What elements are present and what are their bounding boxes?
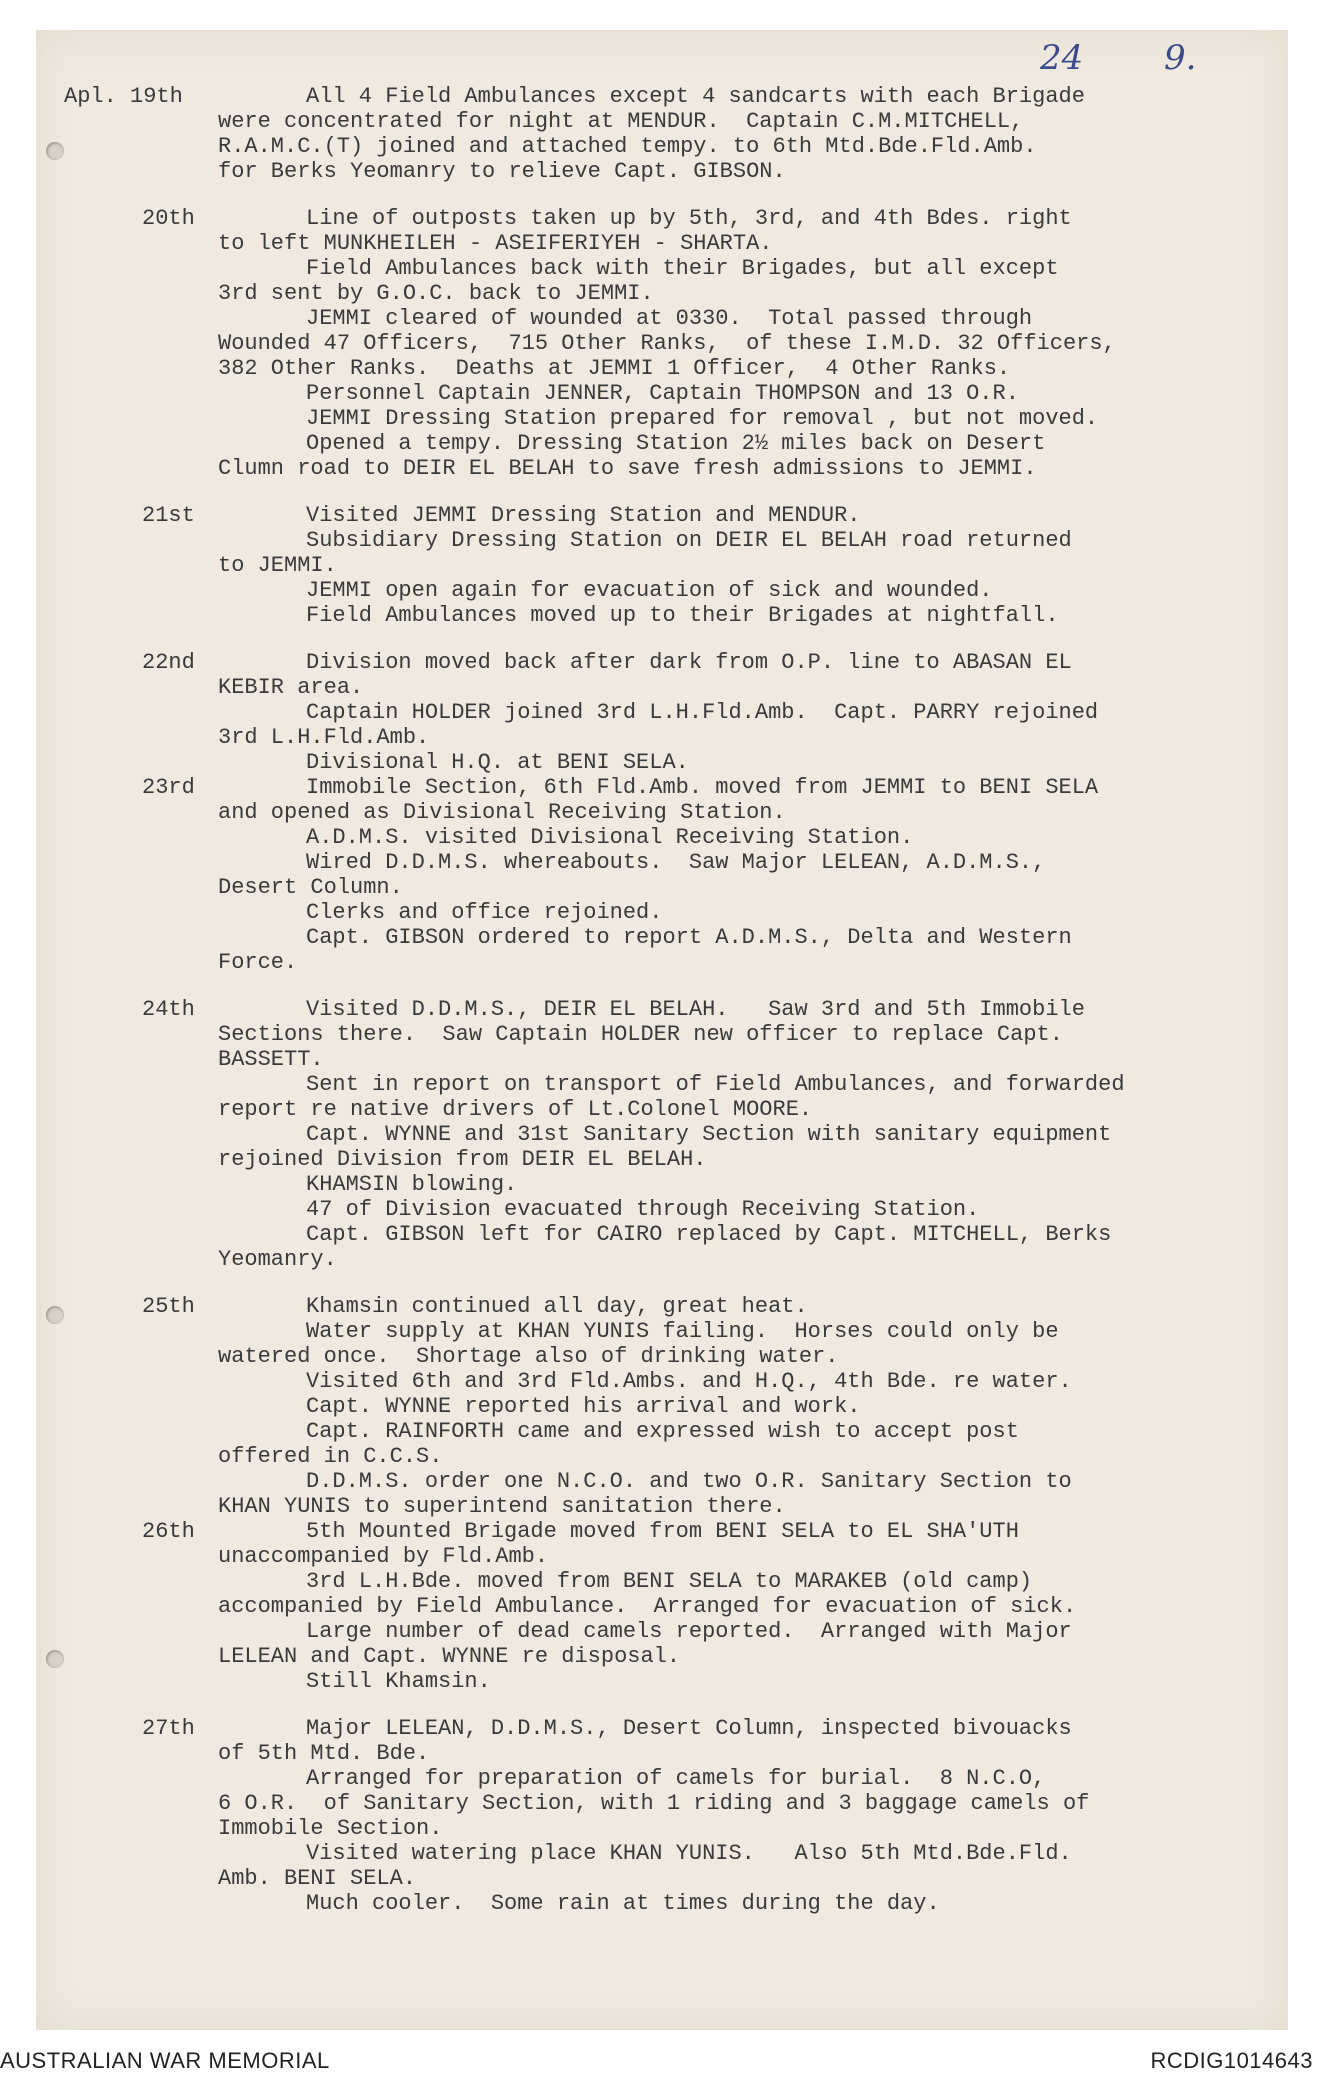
entry-body bbox=[218, 1519, 1283, 1694]
entry-line: Clumn road to DEIR EL BELAH to save fresh admissions to JEMMI. bbox=[218, 456, 1037, 481]
footer-reference: RCDIG1014643 bbox=[1150, 2048, 1313, 2073]
entry-line: D.D.M.S. order one N.C.O. and two O.R. Sanitary Section to bbox=[306, 1469, 1072, 1494]
entry-line: Sent in report on transport of Field Ambulances, and forwarded bbox=[306, 1072, 1125, 1097]
page-number: 9. bbox=[1164, 38, 1197, 78]
entry-line: rejoined Division from DEIR EL BELAH. bbox=[218, 1147, 707, 1172]
diary-entry bbox=[36, 775, 1288, 975]
entry-line: KHAN YUNIS to superintend sanitation there. bbox=[218, 1494, 786, 1519]
entry-date: 24th bbox=[142, 997, 195, 1022]
entry-line: 3rd sent by G.O.C. back to JEMMI. bbox=[218, 281, 654, 306]
entry-line: for Berks Yeomanry to relieve Capt. GIBSON. bbox=[218, 159, 786, 184]
entry-line: accompanied by Field Ambulance. Arranged for evacuation of sick. bbox=[218, 1594, 1077, 1619]
entry-line: Still Khamsin. bbox=[306, 1669, 491, 1694]
entry-line: R.A.M.C.(T) joined and attached tempy. to 6th Mtd.Bde.Fld.Amb. bbox=[218, 134, 1037, 159]
diary-entries bbox=[36, 84, 1288, 1938]
diary-entry bbox=[36, 1294, 1288, 1519]
diary-entry bbox=[36, 84, 1288, 184]
entry-line: LELEAN and Capt. WYNNE re disposal. bbox=[218, 1644, 681, 1669]
entry-line: to JEMMI. bbox=[218, 553, 337, 578]
entry-line: Visited D.D.M.S., DEIR EL BELAH. Saw 3rd and 5th Immobile bbox=[306, 997, 1085, 1022]
entry-line: 5th Mounted Brigade moved from BENI SELA to EL SHA'UTH bbox=[306, 1519, 1019, 1544]
entry-date: 20th bbox=[142, 206, 195, 231]
entry-line: to left MUNKHEILEH - ASEIFERIYEH - SHARTA. bbox=[218, 231, 773, 256]
entry-line: Visited JEMMI Dressing Station and MENDUR. bbox=[306, 503, 861, 528]
entry-line: BASSETT. bbox=[218, 1047, 324, 1072]
folio-number: 24 bbox=[1040, 38, 1084, 78]
entry-line: Capt. WYNNE and 31st Sanitary Section with sanitary equipment bbox=[306, 1122, 1112, 1147]
entry-line: offered in C.C.S. bbox=[218, 1444, 443, 1469]
entry-line: Arranged for preparation of camels for burial. 8 N.C.O, bbox=[306, 1766, 1046, 1791]
entry-line: Wounded 47 Officers, 715 Other Ranks, of these I.M.D. 32 Officers, bbox=[218, 331, 1116, 356]
entry-line: unaccompanied by Fld.Amb. bbox=[218, 1544, 549, 1569]
entry-line: Capt. RAINFORTH came and expressed wish to accept post bbox=[306, 1419, 1019, 1444]
diary-entry bbox=[36, 206, 1288, 481]
entry-line: Captain HOLDER joined 3rd L.H.Fld.Amb. Capt. PARRY rejoined bbox=[306, 700, 1099, 725]
entry-line: Capt. GIBSON left for CAIRO replaced by Capt. MITCHELL, Berks bbox=[306, 1222, 1112, 1247]
entry-line: Division moved back after dark from O.P. line to ABASAN EL bbox=[306, 650, 1072, 675]
entry-date: 23rd bbox=[142, 775, 195, 800]
entry-line: JEMMI cleared of wounded at 0330. Total passed through bbox=[306, 306, 1033, 331]
entry-line: Line of outposts taken up by 5th, 3rd, and 4th Bdes. right bbox=[306, 206, 1072, 231]
entry-line: Immobile Section, 6th Fld.Amb. moved from JEMMI to BENI SELA bbox=[306, 775, 1099, 800]
entry-date: 26th bbox=[142, 1519, 195, 1544]
entry-body bbox=[218, 503, 1283, 628]
entry-line: Amb. BENI SELA. bbox=[218, 1866, 417, 1891]
entry-line: Much cooler. Some rain at times during the day. bbox=[306, 1891, 940, 1916]
entry-line: Force. bbox=[218, 950, 298, 975]
entry-line: JEMMI open again for evacuation of sick and wounded. bbox=[306, 578, 993, 603]
diary-entry bbox=[36, 650, 1288, 775]
entry-line: A.D.M.S. visited Divisional Receiving Station. bbox=[306, 825, 914, 850]
entry-line: JEMMI Dressing Station prepared for removal , but not moved. bbox=[306, 406, 1099, 431]
entry-body bbox=[218, 206, 1283, 481]
entry-line: 382 Other Ranks. Deaths at JEMMI 1 Officer, 4 Other Ranks. bbox=[218, 356, 1011, 381]
entry-line: KHAMSIN blowing. bbox=[306, 1172, 518, 1197]
entry-line: Large number of dead camels reported. Arranged with Major bbox=[306, 1619, 1072, 1644]
entry-line: report re native drivers of Lt.Colonel MOORE. bbox=[218, 1097, 813, 1122]
entry-line: All 4 Field Ambulances except 4 sandcarts with each Brigade bbox=[306, 84, 1085, 109]
diary-entry bbox=[36, 503, 1288, 628]
entry-line: Subsidiary Dressing Station on DEIR EL BELAH road returned bbox=[306, 528, 1072, 553]
entry-line: were concentrated for night at MENDUR. Captain C.M.MITCHELL, bbox=[218, 109, 1024, 134]
entry-line: and opened as Divisional Receiving Station. bbox=[218, 800, 786, 825]
entry-body bbox=[218, 775, 1283, 975]
entry-line: Desert Column. bbox=[218, 875, 403, 900]
entry-line: Capt. GIBSON ordered to report A.D.M.S., Delta and Western bbox=[306, 925, 1072, 950]
footer-source: AUSTRALIAN WAR MEMORIAL bbox=[0, 2048, 330, 2073]
entry-body bbox=[218, 1294, 1283, 1519]
entry-line: Major LELEAN, D.D.M.S., Desert Column, inspected bivouacks bbox=[306, 1716, 1072, 1741]
entry-line: Yeomanry. bbox=[218, 1247, 337, 1272]
entry-body bbox=[218, 997, 1283, 1272]
entry-date: Apl. 19th bbox=[64, 84, 183, 109]
entry-line: Divisional H.Q. at BENI SELA. bbox=[306, 750, 689, 775]
entry-date: 21st bbox=[142, 503, 195, 528]
document-page bbox=[36, 30, 1288, 2030]
entry-line: Personnel Captain JENNER, Captain THOMPSON and 13 O.R. bbox=[306, 381, 1019, 406]
entry-line: Water supply at KHAN YUNIS failing. Horses could only be bbox=[306, 1319, 1059, 1344]
entry-line: Khamsin continued all day, great heat. bbox=[306, 1294, 808, 1319]
diary-entry bbox=[36, 1519, 1288, 1694]
entry-line: Wired D.D.M.S. whereabouts. Saw Major LELEAN, A.D.M.S., bbox=[306, 850, 1046, 875]
entry-line: of 5th Mtd. Bde. bbox=[218, 1741, 430, 1766]
entry-line: Capt. WYNNE reported his arrival and work. bbox=[306, 1394, 861, 1419]
entry-line: Field Ambulances back with their Brigades, but all except bbox=[306, 256, 1059, 281]
entry-line: 3rd L.H.Bde. moved from BENI SELA to MARAKEB (old camp) bbox=[306, 1569, 1033, 1594]
entry-line: 6 O.R. of Sanitary Section, with 1 riding and 3 baggage camels of bbox=[218, 1791, 1090, 1816]
entry-line: 47 of Division evacuated through Receiving Station. bbox=[306, 1197, 980, 1222]
entry-line: Opened a tempy. Dressing Station 2½ miles back on Desert bbox=[306, 431, 1046, 456]
entry-line: Visited watering place KHAN YUNIS. Also 5th Mtd.Bde.Fld. bbox=[306, 1841, 1072, 1866]
entry-date: 22nd bbox=[142, 650, 195, 675]
entry-date: 27th bbox=[142, 1716, 195, 1741]
entry-line: Immobile Section. bbox=[218, 1816, 443, 1841]
entry-line: Clerks and office rejoined. bbox=[306, 900, 663, 925]
diary-entry bbox=[36, 1716, 1288, 1916]
entry-body bbox=[218, 84, 1283, 184]
entry-body bbox=[218, 1716, 1283, 1916]
entry-line: watered once. Shortage also of drinking water. bbox=[218, 1344, 839, 1369]
entry-line: 3rd L.H.Fld.Amb. bbox=[218, 725, 430, 750]
entry-line: Sections there. Saw Captain HOLDER new officer to replace Capt. bbox=[218, 1022, 1063, 1047]
diary-entry bbox=[36, 997, 1288, 1272]
entry-body bbox=[218, 650, 1283, 775]
entry-date: 25th bbox=[142, 1294, 195, 1319]
entry-line: Field Ambulances moved up to their Brigades at nightfall. bbox=[306, 603, 1059, 628]
entry-line: KEBIR area. bbox=[218, 675, 364, 700]
entry-line: Visited 6th and 3rd Fld.Ambs. and H.Q., 4th Bde. re water. bbox=[306, 1369, 1072, 1394]
